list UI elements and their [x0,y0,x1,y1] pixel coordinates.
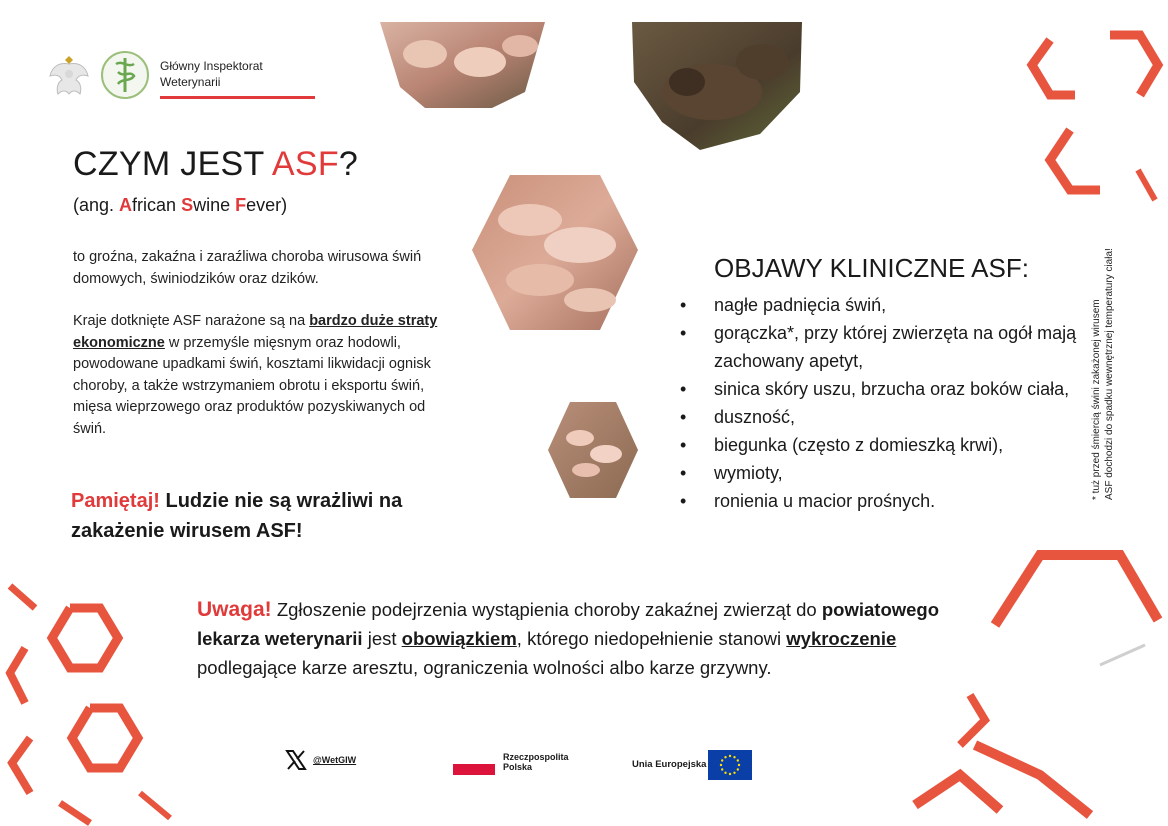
warning-text-4: podlegające karze aresztu, ograniczenia wolności albo karze grzywny. [197,657,772,678]
subtitle-letter-a: A [119,195,133,215]
organization-name-line1: Główny Inspektorat [160,59,263,73]
warning-text-1: Zgłoszenie podejrzenia wystąpienia choroby zakaźnej zwierząt do [271,599,822,620]
eu-flag-icon [708,750,752,780]
footnote-line1: * tuż przed śmiercią świni zakażonej wirusem [1091,299,1102,500]
subtitle-letter-s: S [181,195,194,215]
eu-label: Unia Europejska [632,759,707,770]
subtitle-open: (ang. [73,195,120,215]
symptom-item: • nagłe padnięcia świń, [680,291,1080,319]
photo-pigs-in-pen [380,22,545,108]
warning-obligation: obowiązkiem [401,628,517,649]
subtitle-frican: frican [132,195,182,215]
legal-warning [197,595,957,682]
symptom-item: • ronienia u macior prośnych. [680,487,1080,515]
warning-text-3: , którego niedopełnienie stanowi [516,628,787,649]
warning-text-2: jest [362,628,402,649]
hexagon-decoration-top-right [1020,20,1168,210]
photo-wild-boar [632,22,802,152]
subtitle [73,195,287,216]
definition-paragraph: to groźna, zakaźna i zaraźliwa choroba wirusowa świń domowych, świniodzików oraz dzików. [73,249,422,287]
title-suffix: ? [338,145,359,183]
symptom-item: • biegunka (często z domieszką krwi), [680,431,1080,459]
impact-emphasis: bardzo duże straty ekonomiczne [73,313,438,351]
economic-impact-paragraph [73,311,443,440]
header-red-underline [160,96,315,99]
warning-vet-authority: powiatowego lekarza weterynarii [197,599,940,649]
remember-note [71,486,431,546]
poland-label [503,752,583,772]
hexagon-decoration-bottom-right [900,545,1168,826]
symptom-item: • duszność, [680,403,1080,431]
warning-label: Uwaga! [197,598,272,621]
remember-label: Pamiętaj! [71,490,160,512]
temperature-footnote [1090,200,1116,500]
symptoms-list [680,291,1080,515]
subtitle-letter-f: F [235,195,247,215]
title-prefix: CZYM JEST [73,145,272,183]
symptom-item: • sinica skóry uszu, brzucha oraz boków ciała, [680,375,1080,403]
impact-text-end: w przemyśle mięsnym oraz hodowli, powodowane upadkami świń, kosztami likwidacji ognisk choroby, a także wstrzymaniem obrotu i eksportu świń, mięsa wieprzowego oraz produktów pozyskiwanych od świń. [73,334,431,437]
symptoms-title: OBJAWY KLINICZNE ASF: [714,253,1029,283]
remember-text: Ludzie nie są wrażliwi na zakażenie wirusem ASF! [71,490,403,542]
vet-caduceus-icon [100,50,150,100]
page-title [73,145,358,184]
poland-flag-icon [453,753,495,775]
photo-piglets [546,398,640,502]
poland-label-line1: Rzeczpospolita [503,752,569,762]
hexagon-decoration-bottom-left [0,578,190,826]
poland-label-line2: Polska [503,762,533,772]
x-logo-icon[interactable] [285,749,307,771]
warning-offence: wykroczenie [786,628,897,649]
subtitle-wine: wine [193,195,236,215]
symptom-item: • wymioty, [680,459,1080,487]
organization-name [160,58,340,90]
social-handle-link[interactable]: @WetGIW [313,755,357,765]
eagle-emblem-icon [46,50,92,100]
footnote-line2: ASF dochodzi do spadku wewnętrznej temperatury ciała! [1104,248,1115,500]
symptom-item: • gorączka*, przy której zwierzęta na ogół mają zachowany apetyt, [680,319,1080,375]
organization-name-line2: Weterynarii [160,75,221,89]
subtitle-ever: ever) [246,195,288,215]
photo-pigs-group [470,160,640,345]
impact-text-start: Kraje dotknięte ASF narażone są na [73,313,310,329]
title-asf: ASF [271,145,339,183]
